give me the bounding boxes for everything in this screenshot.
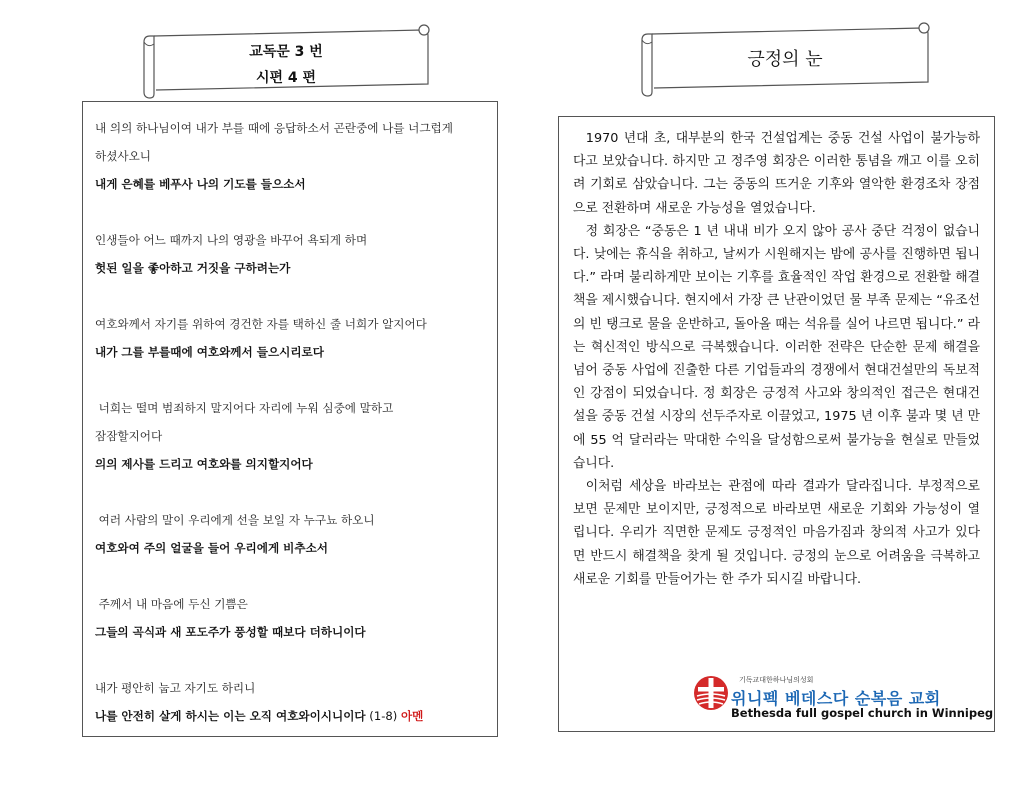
verse-6-response: 그들의 곡식과 새 포도주가 풍성할 때보다 더하니이다 — [95, 625, 366, 639]
verse-7-response — [95, 702, 497, 730]
verse-block-3 — [95, 310, 497, 366]
verse-4-line-1: 너희는 떨며 범죄하지 말지어다 자리에 누워 심중에 말하고 — [95, 401, 394, 415]
essay-box — [558, 116, 995, 732]
verse-reference: (1-8) — [365, 709, 401, 723]
psalm-reading-box — [82, 101, 498, 737]
verse-block-5 — [95, 506, 497, 562]
verse-block-7 — [95, 674, 497, 730]
essay-paragraph-2: 정 회장은 “중동은 1 년 내내 비가 오지 않아 공사 중단 걱정이 없습니다. 낮에는 휴식을 취하고, 날씨가 시원해지는 밤에 공사를 진행하면 됩니다.” 라며 불리하게만 보이는 기후를 효율적인 작업 환경으로 전환할 해결책을 제시했습니다. 현지에서 가장 큰 난관이었던 물 부족 문제는 “유조선의 빈 탱크로 물을 운반하고, 돌아올 때는 석유를 실어 나르면 됩니다.” 라는 혁신적인 방식으로 극복했습니다. 이러한 전략은 단순한 문제 해결을 넘어 중동 사업에 진출한 다른 기업들과의 경쟁에서 현대건설만의 독보적인 강점이 되었습니다. 정 회장은 긍정적 사고와 창의적인 접근은 현대건설을 중동 건설 시장의 선두주자로 이끌었고, 1975 년 이후 불과 몇 년 만에 55 억 달러라는 막대한 수익을 달성함으로써 불가능을 현실로 만들었습니다. — [573, 223, 980, 471]
verse-block-6 — [95, 590, 497, 646]
verse-2-response: 헛된 일을 좋아하고 거짓을 구하려는가 — [95, 261, 291, 275]
verse-7-line-1: 내가 평안히 눕고 자기도 하리니 — [95, 681, 256, 695]
verse-block-4 — [95, 394, 497, 478]
essay-title-banner — [636, 20, 934, 98]
church-logo — [693, 667, 994, 723]
verse-2-line-1: 인생들아 어느 때까지 나의 영광을 바꾸어 욕되게 하며 — [95, 233, 368, 247]
essay-paragraph-1: 1970 년대 초, 대부분의 한국 건설업계는 중동 건설 사업이 불가능하다고 보았습니다. 하지만 고 정주영 회장은 이러한 통념을 깨고 이를 오히려 기회로 삼았습니다. 그는 중동의 뜨거운 기후와 열악한 환경조차 장점으로 전환하며 새로운 가능성을 열었습니다. — [573, 131, 980, 216]
banner-line-2: 시편 4 편 — [255, 70, 317, 86]
church-name-korean: 위니펙 베데스다 순복음 교회 — [731, 689, 941, 708]
essay-body — [559, 117, 994, 591]
scroll-banner-shape — [138, 22, 434, 100]
verse-block-2 — [95, 226, 497, 282]
verse-1-line-1: 내 의의 하나님이여 내가 부를 때에 응답하소서 곤란중에 나를 너그럽게 — [95, 121, 453, 135]
verse-7-response-text: 나를 안전히 살게 하시는 이는 오직 여호와이시니이다 — [95, 709, 366, 723]
cross-emblem-icon — [693, 675, 729, 711]
verse-6-line-1: 주께서 내 마음에 두신 기쁨은 — [95, 597, 248, 611]
psalm-title-banner — [138, 22, 434, 100]
banner-line-1: 교독문 3 번 — [249, 44, 323, 60]
verse-5-response: 여호와여 주의 얼굴을 들어 우리에게 비추소서 — [95, 541, 328, 555]
church-name-english: Bethesda full gospel church in Winnipeg — [731, 706, 994, 720]
verse-4-response: 의의 제사를 드리고 여호와를 의지할지어다 — [95, 457, 313, 471]
essay-title: 긍정의 눈 — [747, 49, 823, 70]
denomination-label: 기독교대한하나님의성회 — [739, 676, 814, 684]
verse-5-line-1: 여러 사람의 말이 우리에게 선을 보일 자 누구뇨 하오니 — [95, 513, 375, 527]
verse-block-1 — [95, 114, 497, 198]
verse-3-line-1: 여호와께서 자기를 위하여 경건한 자를 택하신 줄 너희가 알지어다 — [95, 317, 427, 331]
essay-paragraph-3: 이처럼 세상을 바라보는 관점에 따라 결과가 달라집니다. 부정적으로 보면 문제만 보이지만, 긍정적으로 바라보면 새로운 기회와 가능성이 열립니다. 우리가 직면한 문제도 긍정적인 마음가짐과 창의적 사고가 있다면 반드시 해결책을 찾게 될 것입니다. 긍정의 눈으로 어려움을 극복하고 새로운 기회를 만들어가는 한 주가 되시길 바랍니다. — [573, 479, 980, 587]
verse-1-line-2: 하셨사오니 — [95, 149, 151, 163]
verse-1-response: 내게 은혜를 베푸사 나의 기도를 들으소서 — [95, 177, 306, 191]
verse-3-response: 내가 그를 부를때에 여호와께서 들으시리로다 — [95, 345, 324, 359]
amen-label: 아멘 — [400, 709, 424, 723]
verse-4-line-2: 잠잠할지어다 — [95, 429, 163, 443]
